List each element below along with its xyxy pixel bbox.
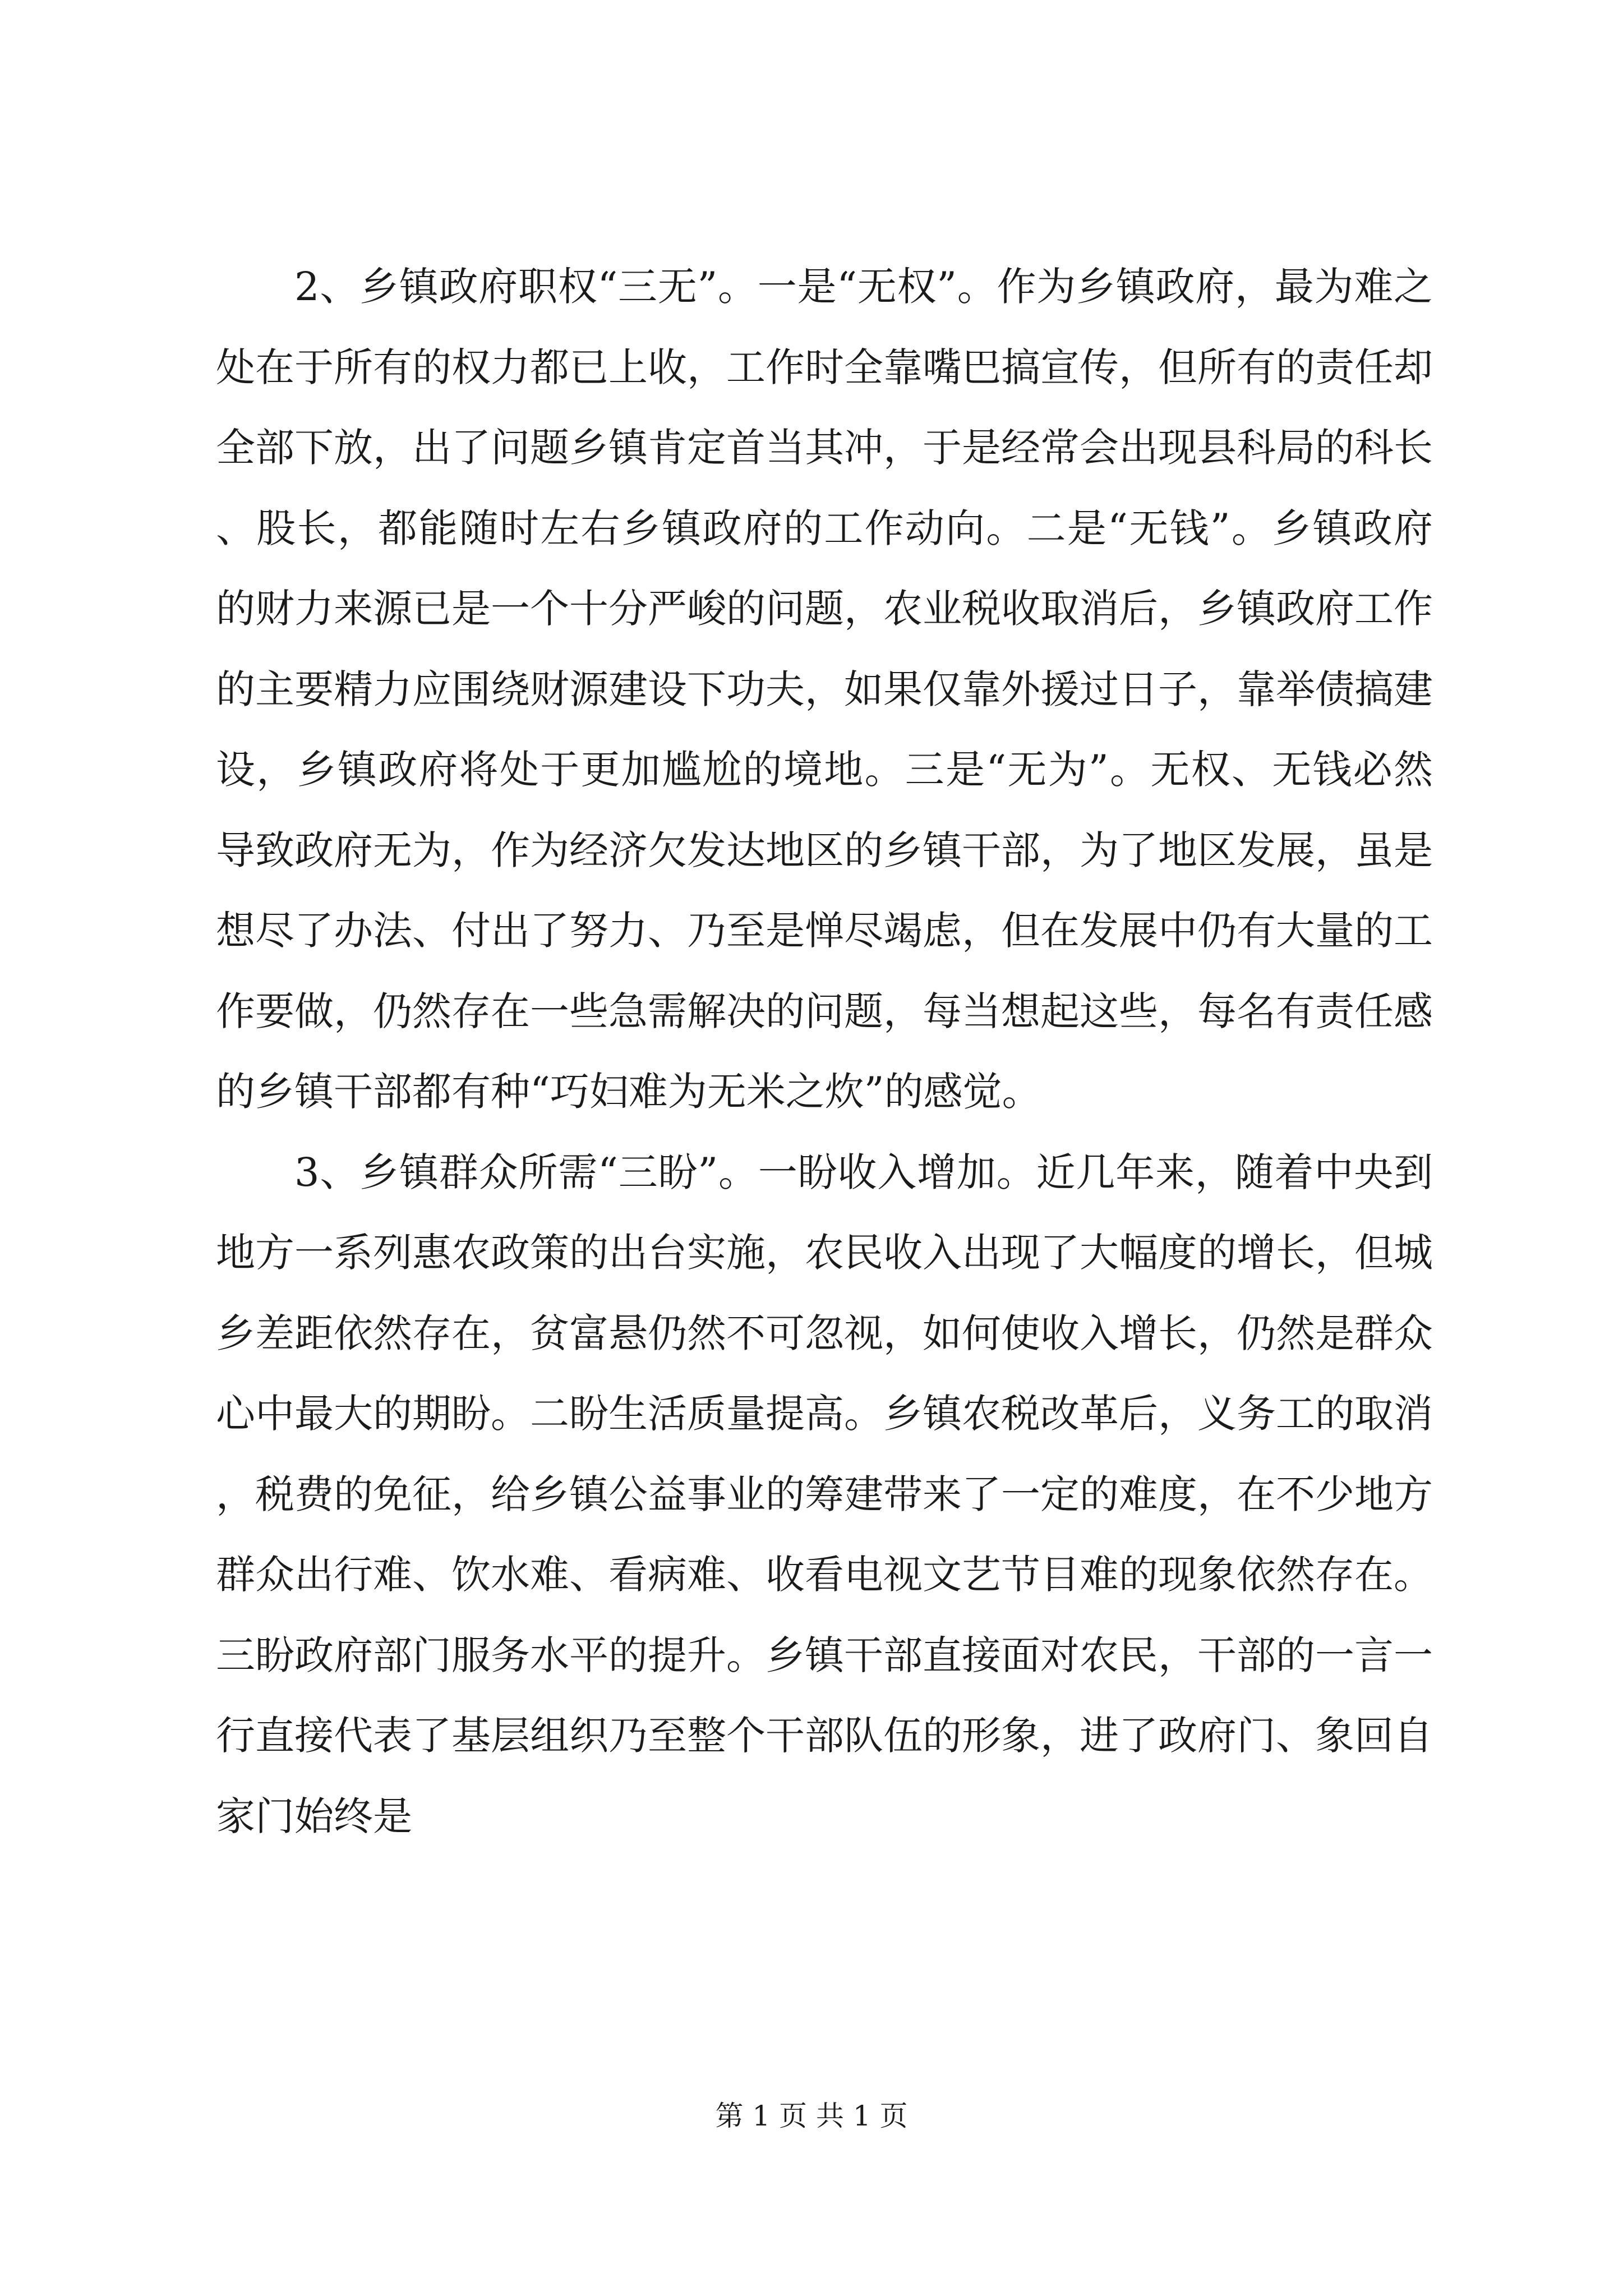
page-footer: 第 1 页 共 1 页 — [715, 2100, 908, 2132]
paragraph-3: 3、乡镇群众所需“三盼”。一盼收入增加。近几年来，随着中央到地方一系列惠农政策的出台实施，农民收入出现了大幅度的增长，但城乡差距依然存在，贫富悬仍然不可忽视，如何使收入增长，仍然是群众心中最大的期盼。二盼生活质量提高。乡镇农税改革后，义务工的取消，税费的免征，给乡镇公益事业的筹建带来了一定的难度，在不少地方群众出行难、饮水难、看病难、收看电视文艺节目难的现象依然存在。三盼政府部门服务水平的提升。乡镇干部直接面对农民，干部的一言一行直接代表了基层组织乃至整个干部队伍的形象，进了政府门、象回自家门始终是 — [216, 1149, 1433, 1839]
document-body — [216, 247, 1433, 1857]
paragraph-2: 2、乡镇政府职权“三无”。一是“无权”。作为乡镇政府，最为难之处在于所有的权力都已上收，工作时全靠嘴巴搞宣传，但所有的责任却全部下放，出了问题乡镇肯定首当其冲，于是经常会出现县科局的科长、股长，都能随时左右乡镇政府的工作动向。二是“无钱”。乡镇政府的财力来源已是一个十分严峻的问题，农业税收取消后，乡镇政府工作的主要精力应围绕财源建设下功夫，如果仅靠外援过日子，靠举债搞建设，乡镇政府将处于更加尴尬的境地。三是“无为”。无权、无钱必然导致政府无为，作为经济欠发达地区的乡镇干部，为了地区发展，虽是想尽了办法、付出了努力、乃至是惮尽竭虑，但在发展中仍有大量的工作要做，仍然存在一些急需解决的问题，每当想起这些，每名有责任感的乡镇干部都有种“巧妇难为无米之炊”的感觉。 — [216, 264, 1433, 1115]
